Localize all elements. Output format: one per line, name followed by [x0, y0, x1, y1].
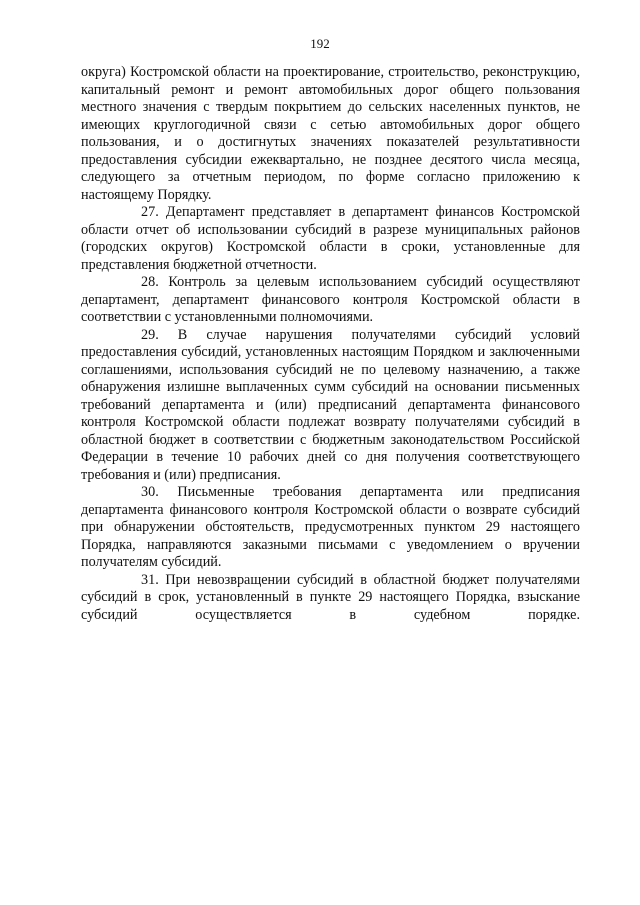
paragraph-continuation: округа) Костромской области на проектирование, строительство, реконструкцию, капитальный ремонт и ремонт автомобильных дорог общего пользования местного значения с твердым покрытием до сельских населенных пунктов, не имеющих круглогодичной связи с сетью автомобильных дорог общего пользования, и о достигнутых значениях показателей результативности предоставления субсидии ежеквартально, не позднее десятого числа месяца, следующего за отчетным периодом, по форме согласно приложению к настоящему Порядку.	[81, 64, 580, 203]
document-body	[81, 64, 580, 624]
paragraph-28: 28. Контроль за целевым использованием субсидий осуществляют департамент, департамент финансового контроля Костромской области в соответствии с установленными полномочиями.	[81, 274, 580, 325]
paragraph-30: 30. Письменные требования департамента или предписания департамента финансового контроля Костромской области о возврате субсидий при обнаружении обстоятельств, предусмотренных пунктом 29 настоящего Порядка, направляются заказными письмами с уведомлением о вручении получателям субсидий.	[81, 484, 580, 570]
paragraph-31: 31. При невозвращении субсидий в областной бюджет получателями субсидий в срок, установленный в пункте 29 настоящего Порядка, взыскание субсидий осуществляется в судебном порядке.	[81, 571, 580, 623]
paragraph-29: 29. В случае нарушения получателями субсидий условий предоставления субсидий, установленных настоящим Порядком и заключенными соглашениями, использования субсидий не по целевому назначению, а также обнаружения излишне выплаченных сумм субсидий на основании письменных требований департамента и (или) предписаний департамента финансового контроля Костромской области подлежат возврату получателями субсидий в областной бюджет в соответствии с бюджетным законодательством Российской Федерации в течение 10 рабочих дней со дня получения соответствующего требования и (или) предписания.	[81, 326, 580, 483]
page-number: 192	[310, 36, 330, 51]
paragraph-27: 27. Департамент представляет в департамент финансов Костромской области отчет об использовании субсидий в разрезе муниципальных районов (городских округов) Костромской области в сроки, установленные для представления бюджетной отчетности.	[81, 204, 580, 273]
